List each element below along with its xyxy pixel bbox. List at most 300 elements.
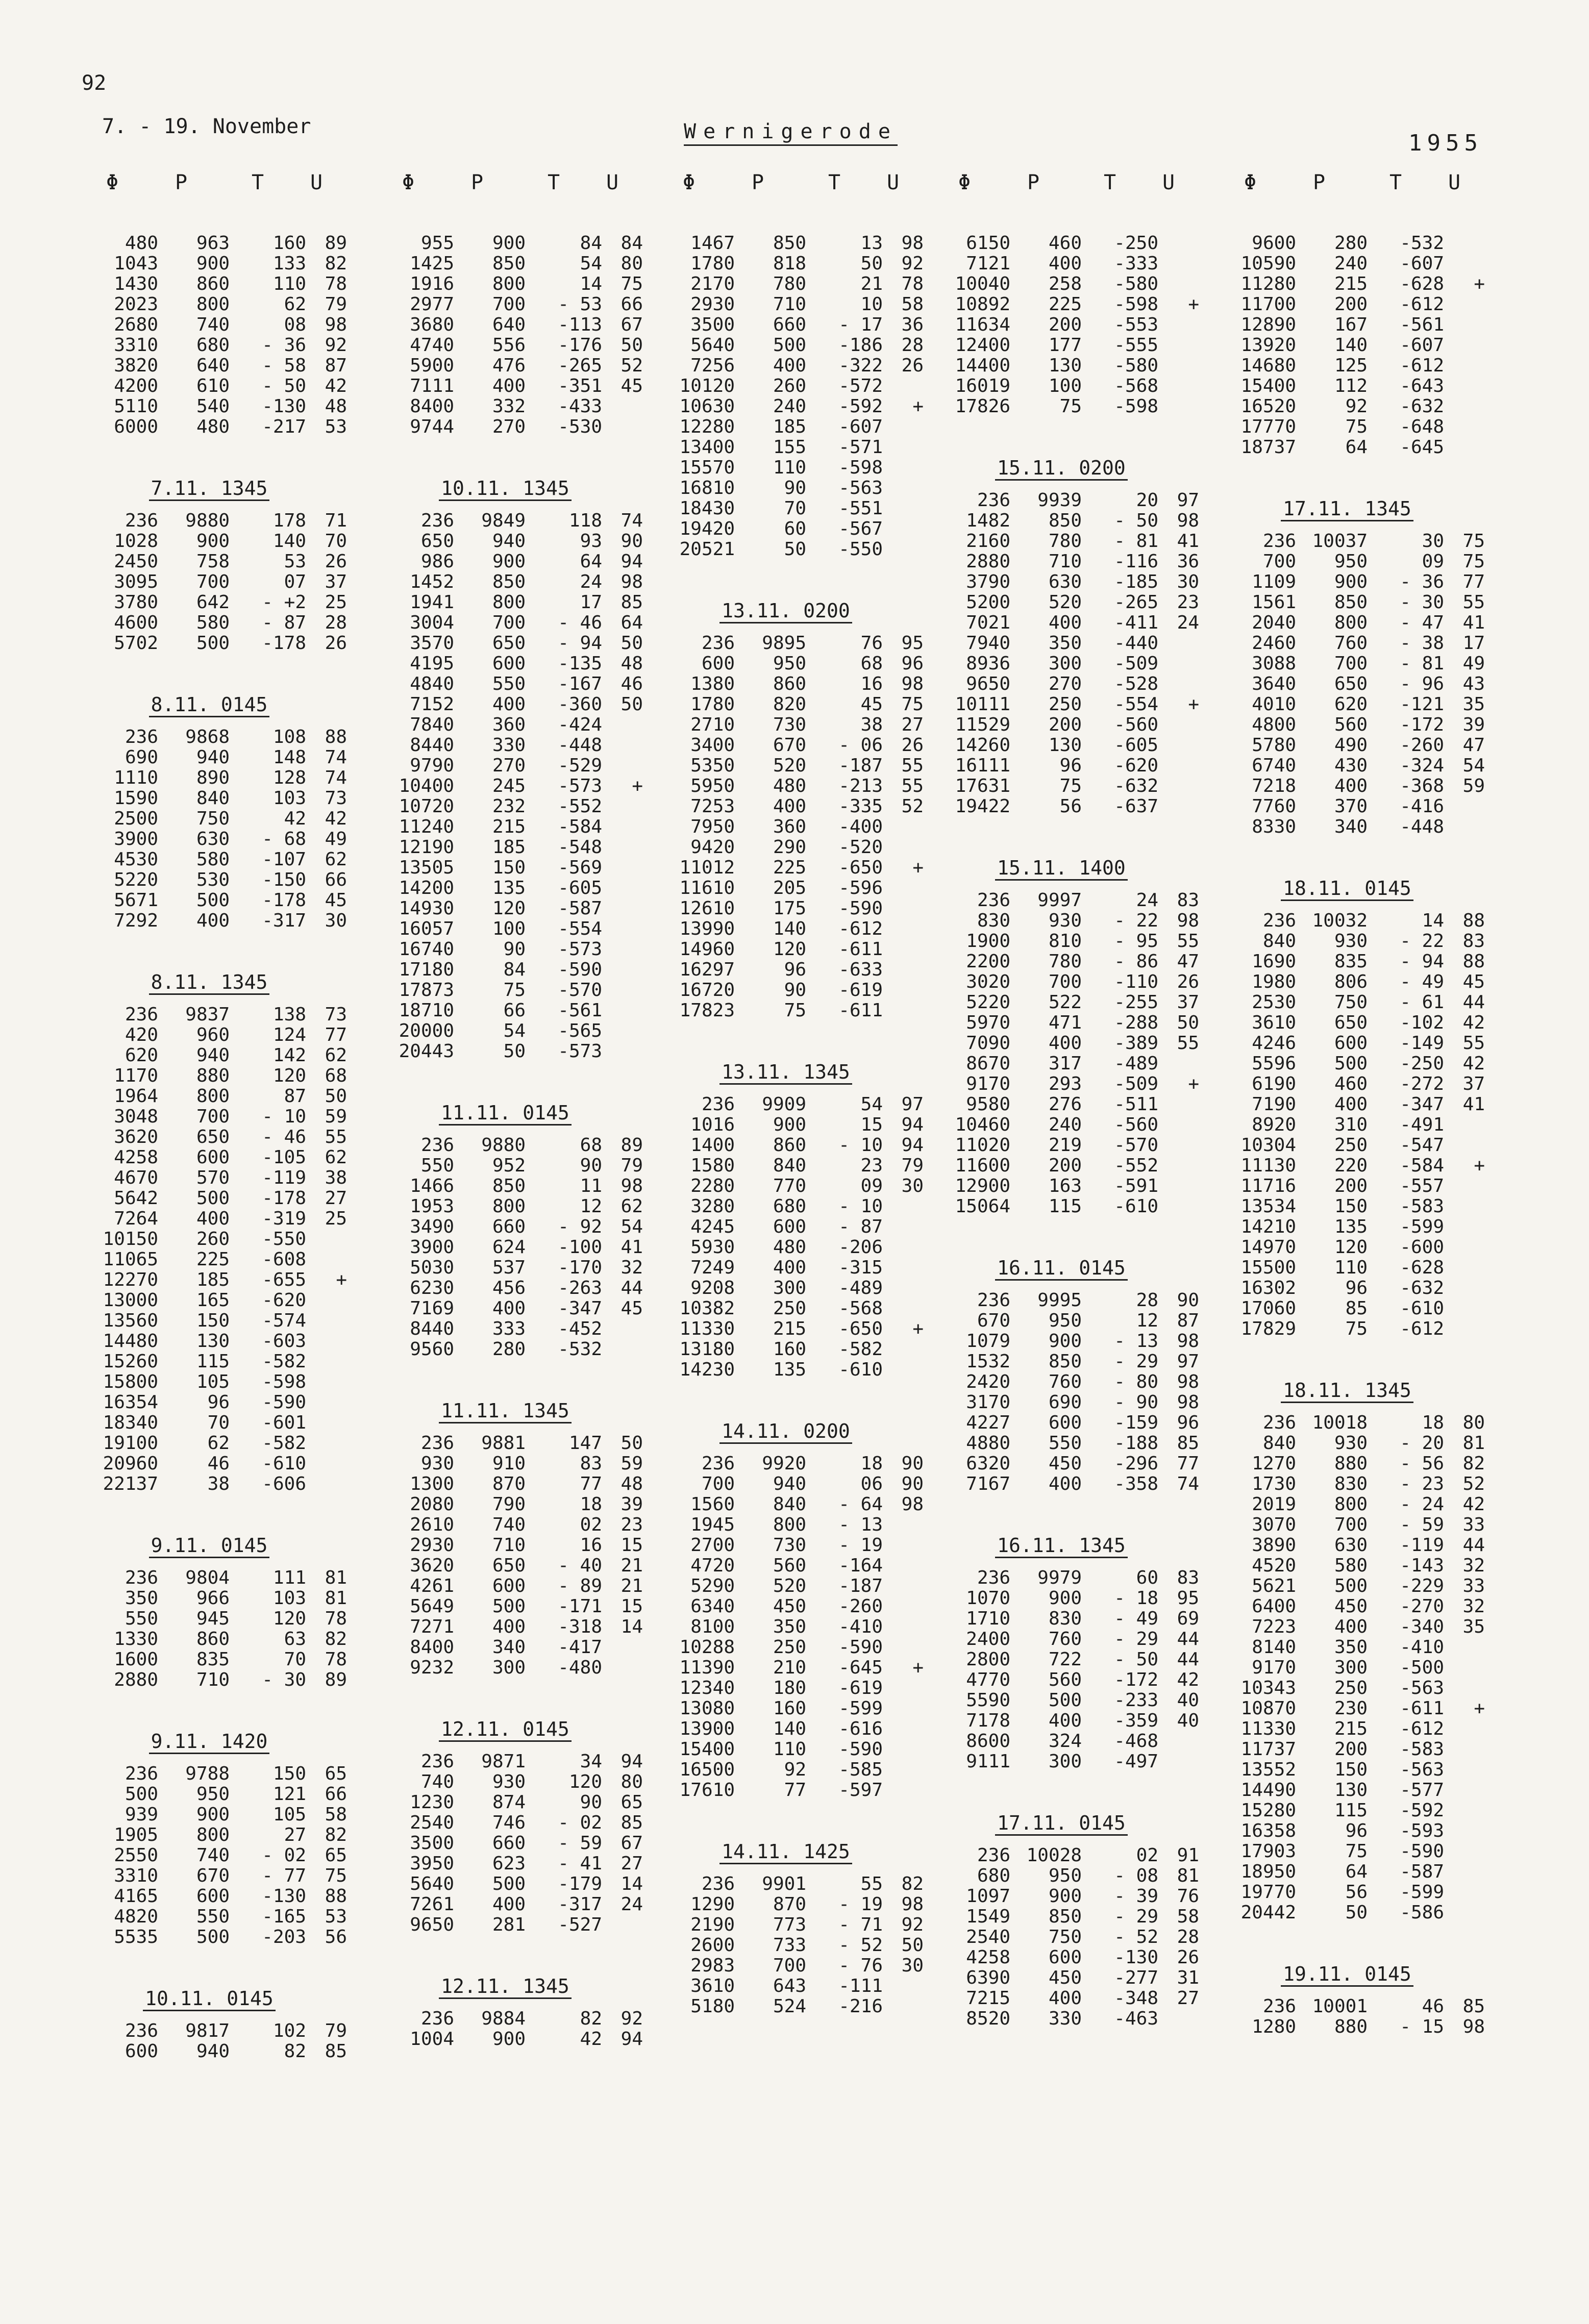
table-cell: 1330 xyxy=(114,1629,158,1650)
table-cell: 2540 xyxy=(410,1812,454,1833)
table-cell: 90 xyxy=(580,1792,602,1813)
table-cell: + xyxy=(912,1318,924,1339)
table-cell xyxy=(883,1698,924,1719)
table-cell: -315 xyxy=(838,1257,883,1278)
table-cell: 350 xyxy=(773,1616,806,1637)
table-cell: - 58 xyxy=(262,355,306,376)
table-row xyxy=(934,1013,1220,1033)
table-row xyxy=(378,858,663,878)
table-cell: 7256 xyxy=(690,355,735,376)
table-cell: -601 xyxy=(262,1412,306,1433)
table-cell: -592 xyxy=(838,396,883,417)
table-cell: 98 xyxy=(1177,1371,1199,1392)
table-row xyxy=(82,1331,367,1352)
table-cell: 3780 xyxy=(114,592,158,613)
table-cell: 350 xyxy=(1048,633,1082,654)
table-cell: 900 xyxy=(1048,1331,1082,1352)
table-row xyxy=(82,1805,367,1825)
table-row xyxy=(378,715,663,735)
table-cell xyxy=(602,1915,643,1935)
table-cell: 600 xyxy=(196,1886,230,1907)
table-cell: 60 xyxy=(1136,1567,1158,1588)
table-cell xyxy=(883,1576,924,1596)
table-cell: 650 xyxy=(196,1127,230,1147)
table-cell: 400 xyxy=(1334,1094,1368,1115)
table-cell: 98 xyxy=(1177,510,1199,531)
column-header-label: P xyxy=(751,171,764,194)
table-row xyxy=(82,1352,367,1372)
table-cell: 77 xyxy=(1177,1453,1199,1474)
table-cell: 16111 xyxy=(955,755,1010,776)
table-cell: 270 xyxy=(1048,673,1082,694)
table-cell: 15500 xyxy=(1240,1257,1296,1278)
table-cell: 14680 xyxy=(1240,355,1296,376)
table-cell: 500 xyxy=(125,1784,158,1805)
table-cell: 236 xyxy=(420,1135,454,1156)
table-cell: 840 xyxy=(773,1155,806,1176)
table-row xyxy=(82,254,367,274)
table-cell: 58 xyxy=(325,1804,347,1825)
table-cell: 900 xyxy=(773,1114,806,1135)
table-cell: 800 xyxy=(196,294,230,315)
table-row xyxy=(658,1094,944,1115)
table-cell: 83 xyxy=(1177,1567,1199,1588)
table-cell: 340 xyxy=(492,1637,526,1658)
table-cell: 5640 xyxy=(410,1873,454,1894)
table-cell: 219 xyxy=(1048,1135,1082,1156)
table-row xyxy=(934,1033,1220,1054)
table-cell xyxy=(306,1413,347,1433)
table-cell: -468 xyxy=(1114,1731,1158,1752)
table-cell: 66 xyxy=(620,294,643,315)
table-row xyxy=(658,1339,944,1360)
table-row xyxy=(378,511,663,531)
table-cell: - +2 xyxy=(262,592,306,613)
table-cell: - 94 xyxy=(1400,951,1444,972)
table-cell: 6000 xyxy=(114,416,158,437)
table-cell: - 15 xyxy=(1400,2016,1444,2037)
table-cell: -187 xyxy=(838,1576,883,1596)
table-row xyxy=(1220,1698,1505,1719)
sounding-column xyxy=(378,171,663,2050)
table-cell: 4670 xyxy=(114,1167,158,1188)
table-cell: 10892 xyxy=(955,294,1010,315)
table-cell: 27 xyxy=(1177,1988,1199,2009)
table-row xyxy=(1220,396,1505,417)
table-cell: 45 xyxy=(620,376,643,396)
table-cell: - 13 xyxy=(1114,1331,1158,1352)
table-cell: 165 xyxy=(196,1290,230,1311)
table-cell: 35 xyxy=(1462,694,1485,715)
table-cell: 26 xyxy=(325,633,347,654)
table-cell: -265 xyxy=(1114,592,1158,613)
table-cell: 860 xyxy=(196,1629,230,1650)
table-row xyxy=(934,396,1220,417)
table-cell: 600 xyxy=(1334,1033,1368,1054)
table-row xyxy=(934,776,1220,796)
table-cell: 3610 xyxy=(690,1976,735,1996)
table-row xyxy=(658,1956,944,1976)
table-cell: - 22 xyxy=(1400,931,1444,952)
table-cell: 490 xyxy=(1334,735,1368,756)
table-cell: + xyxy=(1188,1073,1199,1094)
table-cell: 4261 xyxy=(410,1576,454,1596)
table-cell: 17826 xyxy=(955,396,1010,417)
table-cell: -206 xyxy=(838,1237,883,1258)
table-cell: 3640 xyxy=(1252,673,1296,694)
table-cell: - 52 xyxy=(838,1935,883,1956)
table-cell: -416 xyxy=(1400,796,1444,817)
table-cell: 840 xyxy=(196,788,230,809)
table-row xyxy=(378,335,663,356)
table-row xyxy=(934,1845,1220,1866)
table-cell: 14960 xyxy=(679,939,735,960)
table-cell: -100 xyxy=(558,1237,602,1258)
table-cell: -203 xyxy=(262,1927,306,1947)
table-cell: -424 xyxy=(558,714,602,735)
table-cell: 260 xyxy=(196,1229,230,1250)
table-cell: 5290 xyxy=(690,1576,735,1596)
table-cell: 40 xyxy=(1177,1710,1199,1731)
table-cell: 68 xyxy=(325,1065,347,1086)
table-row xyxy=(934,592,1220,613)
table-cell: 5642 xyxy=(114,1188,158,1209)
table-cell: 3490 xyxy=(410,1216,454,1237)
table-cell xyxy=(602,396,643,417)
table-cell: 670 xyxy=(977,1310,1010,1331)
table-cell xyxy=(1444,1176,1485,1196)
table-cell: -348 xyxy=(1114,1988,1158,2009)
table-cell: 88 xyxy=(1462,951,1485,972)
table-cell: 48 xyxy=(325,396,347,417)
table-row xyxy=(934,1629,1220,1650)
table-row xyxy=(378,898,663,919)
table-cell: 84 xyxy=(580,233,602,254)
table-cell: 16 xyxy=(860,673,883,694)
table-cell: 5596 xyxy=(1252,1053,1296,1074)
table-cell: 140 xyxy=(1334,335,1368,356)
table-row xyxy=(1220,1298,1505,1319)
table-cell: 102 xyxy=(272,2020,306,2041)
table-row xyxy=(658,458,944,478)
table-cell: 80 xyxy=(1462,1412,1485,1433)
table-cell: - 49 xyxy=(1114,1608,1158,1629)
table-cell: 185 xyxy=(773,416,806,437)
table-cell: 10111 xyxy=(955,694,1010,715)
table-cell: 1280 xyxy=(1252,2016,1296,2037)
table-cell: 760 xyxy=(1048,1371,1082,1392)
sounding-column xyxy=(934,171,1220,2029)
table-cell: 16354 xyxy=(103,1392,158,1413)
table-cell xyxy=(1444,1760,1485,1780)
table-cell: - 10 xyxy=(838,1135,883,1156)
table-cell: 26 xyxy=(325,551,347,572)
table-row xyxy=(658,980,944,1001)
table-cell: -563 xyxy=(1400,1678,1444,1698)
table-cell: 370 xyxy=(1334,796,1368,817)
table-row xyxy=(378,674,663,694)
table-cell xyxy=(1158,674,1199,694)
sounding-block xyxy=(378,1400,663,1678)
table-cell: 6340 xyxy=(690,1596,735,1617)
table-cell: 930 xyxy=(1334,931,1368,952)
table-cell xyxy=(1158,735,1199,756)
sounding-block xyxy=(934,233,1220,417)
table-cell: -167 xyxy=(558,673,602,694)
table-row xyxy=(378,1021,663,1041)
table-cell: - 24 xyxy=(1400,1494,1444,1515)
column-header-label: Φ xyxy=(402,171,415,194)
table-cell: 4258 xyxy=(966,1947,1010,1968)
table-cell: 77 xyxy=(1462,571,1485,592)
table-cell: 11600 xyxy=(955,1155,1010,1176)
table-cell xyxy=(883,1298,924,1319)
table-cell: 17 xyxy=(1462,633,1485,654)
table-row xyxy=(934,2009,1220,2029)
table-cell: 900 xyxy=(492,233,526,254)
table-row xyxy=(378,1298,663,1319)
table-cell: 17823 xyxy=(679,1000,735,1021)
table-cell: 20960 xyxy=(103,1453,158,1474)
table-cell: -555 xyxy=(1114,335,1158,356)
sounding-block xyxy=(82,233,367,437)
table-cell: 220 xyxy=(1334,1155,1368,1176)
table-cell: 90 xyxy=(901,1473,924,1494)
table-cell: 11737 xyxy=(1240,1739,1296,1760)
table-cell: 400 xyxy=(196,910,230,931)
table-cell: 3900 xyxy=(114,829,158,849)
table-row xyxy=(1220,1576,1505,1596)
table-cell: 13990 xyxy=(679,918,735,939)
table-cell: 520 xyxy=(773,1576,806,1596)
table-cell: -532 xyxy=(558,1339,602,1360)
table-cell: 1560 xyxy=(690,1494,735,1515)
table-cell: 14490 xyxy=(1240,1780,1296,1801)
table-cell: 5649 xyxy=(410,1596,454,1617)
column-header-label: U xyxy=(1162,171,1175,194)
table-cell: 98 xyxy=(1177,910,1199,931)
table-cell xyxy=(1444,1903,1485,1923)
table-cell: 205 xyxy=(773,878,806,898)
table-row xyxy=(378,1752,663,1772)
table-row xyxy=(378,1474,663,1494)
table-cell: - 50 xyxy=(262,376,306,396)
table-row xyxy=(934,911,1220,931)
table-row xyxy=(658,1617,944,1637)
table-cell xyxy=(306,1392,347,1413)
table-cell: -598 xyxy=(1114,396,1158,417)
table-cell: 850 xyxy=(1048,510,1082,531)
table-cell: 680 xyxy=(196,335,230,356)
table-cell: 2530 xyxy=(1252,992,1296,1013)
table-cell: 4246 xyxy=(1252,1033,1296,1054)
table-cell: 11700 xyxy=(1240,294,1296,315)
table-row xyxy=(1220,1176,1505,1196)
table-row xyxy=(1220,1556,1505,1576)
table-cell: 215 xyxy=(773,1318,806,1339)
table-cell: -102 xyxy=(1400,1012,1444,1033)
table-cell: -584 xyxy=(558,816,602,837)
table-cell: 9997 xyxy=(1037,890,1082,911)
table-cell: 630 xyxy=(1334,1535,1368,1556)
table-cell: -632 xyxy=(1400,1278,1444,1298)
table-cell: 670 xyxy=(773,735,806,756)
table-cell: - 77 xyxy=(262,1865,306,1886)
table-cell: 62 xyxy=(207,1433,230,1454)
table-cell: - 59 xyxy=(558,1833,602,1854)
table-cell: 52 xyxy=(901,796,924,817)
table-cell xyxy=(1444,294,1485,315)
table-cell: 624 xyxy=(492,1237,526,1258)
table-cell: -187 xyxy=(838,755,883,776)
table-cell: -347 xyxy=(1400,1094,1444,1115)
table-cell: 700 xyxy=(701,1473,735,1494)
table-cell: -573 xyxy=(558,939,602,960)
table-cell: 236 xyxy=(420,1751,454,1772)
table-row xyxy=(658,654,944,674)
table-cell: 87 xyxy=(284,1086,306,1107)
table-cell: 7840 xyxy=(410,714,454,735)
table-cell: 835 xyxy=(1334,951,1368,972)
table-row xyxy=(378,1494,663,1515)
table-cell: 2610 xyxy=(410,1514,454,1535)
table-row xyxy=(378,1576,663,1596)
table-cell xyxy=(602,898,643,919)
table-cell: 89 xyxy=(325,233,347,254)
table-cell: -440 xyxy=(1114,633,1158,654)
table-cell: 1110 xyxy=(114,767,158,788)
table-cell: 98 xyxy=(620,1176,643,1196)
table-row xyxy=(658,674,944,694)
table-cell: 500 xyxy=(1048,1690,1082,1711)
table-cell: 64 xyxy=(1345,437,1368,458)
table-row xyxy=(658,539,944,560)
table-row xyxy=(934,1947,1220,1968)
table-row xyxy=(378,315,663,335)
table-cell: - 40 xyxy=(558,1555,602,1576)
table-cell xyxy=(883,1556,924,1576)
table-cell xyxy=(883,1360,924,1380)
table-cell: 5180 xyxy=(690,1996,735,2017)
table-cell: 110 xyxy=(272,273,306,294)
table-cell: 26 xyxy=(1177,1947,1199,1968)
table-cell: 50 xyxy=(620,694,643,715)
observation-label: 18.11. 1345 xyxy=(1220,1379,1505,1402)
table-row xyxy=(1220,1862,1505,1882)
table-cell: -480 xyxy=(558,1657,602,1678)
table-cell: 8520 xyxy=(966,2008,1010,2029)
table-cell: 722 xyxy=(1048,1649,1082,1670)
table-row xyxy=(1220,335,1505,356)
observation-label: 10.11. 0145 xyxy=(82,1987,367,2010)
table-row xyxy=(658,1996,944,2017)
table-cell: -229 xyxy=(1400,1576,1444,1596)
table-cell: 880 xyxy=(196,1065,230,1086)
table-cell xyxy=(1158,254,1199,274)
table-row xyxy=(934,1670,1220,1690)
table-row xyxy=(934,1690,1220,1711)
table-cell: 9939 xyxy=(1037,490,1082,511)
table-cell: 733 xyxy=(773,1935,806,1956)
table-row xyxy=(934,335,1220,356)
table-cell: -110 xyxy=(1114,971,1158,992)
table-row xyxy=(1220,972,1505,992)
table-cell: 92 xyxy=(784,1759,806,1780)
table-cell: 522 xyxy=(1048,992,1082,1013)
table-cell: 44 xyxy=(1177,1649,1199,1670)
table-row xyxy=(378,837,663,858)
table-cell: 30 xyxy=(325,910,347,931)
table-cell: 966 xyxy=(196,1588,230,1609)
table-cell: 9650 xyxy=(966,673,1010,694)
table-cell: -463 xyxy=(1114,2008,1158,2029)
table-row xyxy=(1220,1658,1505,1678)
table-row xyxy=(378,254,663,274)
table-cell: 81 xyxy=(1177,1865,1199,1886)
table-cell: - 22 xyxy=(1114,910,1158,931)
table-cell: -509 xyxy=(1114,653,1158,674)
table-cell: -288 xyxy=(1114,1012,1158,1033)
table-cell: 5930 xyxy=(690,1237,735,1258)
table-cell: 900 xyxy=(1048,1886,1082,1907)
table-cell: 800 xyxy=(492,273,526,294)
table-row xyxy=(82,1845,367,1866)
table-cell xyxy=(883,539,924,560)
table-cell: 10001 xyxy=(1312,1996,1368,2017)
table-cell: 850 xyxy=(773,233,806,254)
table-cell: 92 xyxy=(620,2008,643,2029)
table-row xyxy=(1220,1996,1505,2017)
table-cell xyxy=(883,1996,924,2017)
table-row xyxy=(378,1319,663,1339)
table-cell: 180 xyxy=(773,1678,806,1698)
table-cell: 3900 xyxy=(410,1237,454,1258)
table-row xyxy=(658,315,944,335)
table-cell: -560 xyxy=(1114,714,1158,735)
table-cell: -107 xyxy=(262,849,306,870)
table-row xyxy=(82,1588,367,1609)
table-cell: -570 xyxy=(558,980,602,1001)
table-cell xyxy=(1444,254,1485,274)
table-cell: 9232 xyxy=(410,1657,454,1678)
table-row xyxy=(1220,417,1505,437)
table-cell: - 89 xyxy=(558,1576,602,1596)
table-row xyxy=(658,1360,944,1380)
table-cell: 300 xyxy=(1048,1751,1082,1772)
table-cell: 460 xyxy=(1334,1073,1368,1094)
table-cell: -599 xyxy=(1400,1882,1444,1903)
table-cell: 121 xyxy=(272,1784,306,1805)
table-cell: 65 xyxy=(325,1845,347,1866)
table-cell: -340 xyxy=(1400,1616,1444,1637)
table-cell: 950 xyxy=(773,653,806,674)
table-cell: 40 xyxy=(1177,1690,1199,1711)
table-cell: - 64 xyxy=(838,1494,883,1515)
table-row xyxy=(1220,796,1505,817)
table-cell: 49 xyxy=(1462,653,1485,674)
table-cell: 5590 xyxy=(966,1690,1010,1711)
table-cell: 236 xyxy=(977,1567,1010,1588)
table-cell: 27 xyxy=(901,714,924,735)
table-row xyxy=(378,2029,663,2050)
table-cell xyxy=(1158,335,1199,356)
table-cell: 400 xyxy=(196,1208,230,1229)
table-cell: 550 xyxy=(492,673,526,694)
table-row xyxy=(934,715,1220,735)
table-row xyxy=(1220,294,1505,315)
table-cell xyxy=(1444,1719,1485,1739)
table-cell: -580 xyxy=(1114,273,1158,294)
